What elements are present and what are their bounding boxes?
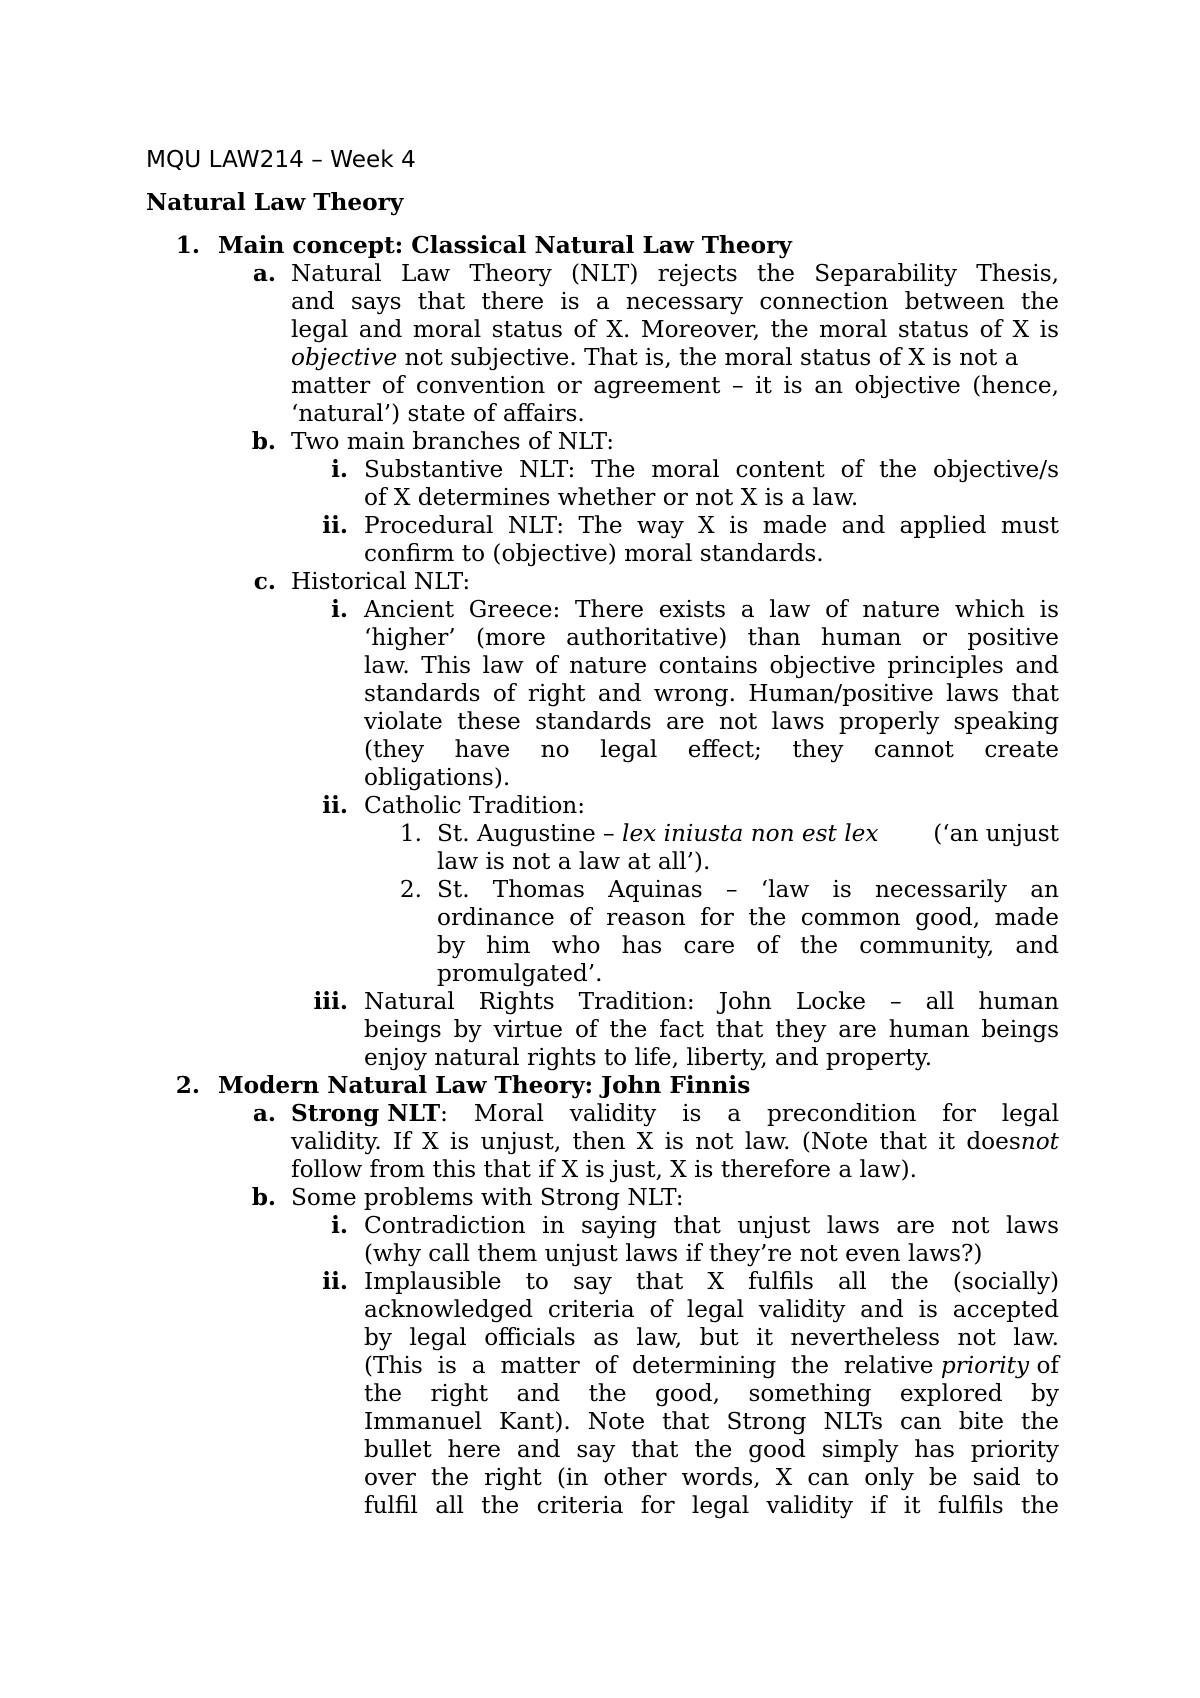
- section-marker: 1.: [175, 232, 200, 259]
- paragraph-line: [437, 820, 1059, 848]
- subitem-marker: ii.: [322, 1268, 348, 1295]
- paragraph-line: [364, 1352, 1059, 1380]
- numbered-marker: 2.: [399, 876, 422, 903]
- paragraph-line: ordinance of reason for the common good, made: [437, 904, 1059, 931]
- line-text: : Moral validity is a precondition for legal: [440, 1100, 1059, 1127]
- paragraph-line: violate these standards are not laws properly speaking: [364, 708, 1059, 735]
- line-text: validity. If X is unjust, then X is not law. (Note that it does: [291, 1128, 1021, 1155]
- paragraph-line: Ancient Greece: There exists a law of nature which is: [364, 596, 1059, 623]
- paragraph-line: [291, 1100, 1059, 1128]
- line-text: (This is a matter of determining the relative: [364, 1352, 934, 1379]
- subitem-marker: ii.: [322, 792, 348, 819]
- paragraph-line: Natural Law Theory (NLT) rejects the Separability Thesis,: [291, 260, 1059, 287]
- emphasis-text: objective: [291, 344, 398, 371]
- paragraph-line: by him who has care of the community, and: [437, 932, 1059, 959]
- line-text: [437, 820, 878, 848]
- item-marker: a.: [252, 1100, 276, 1127]
- paragraph-line: law is not a law at all’).: [437, 848, 711, 875]
- paragraph-line: standards of right and wrong. Human/positive laws that: [364, 680, 1059, 707]
- paragraph-line: fulfil all the criteria for legal validity if it fulfils the: [364, 1492, 1059, 1519]
- subitem-marker: i.: [331, 456, 348, 483]
- course-title: MQU LAW214 – Week 4: [146, 146, 416, 173]
- paragraph-line: Two main branches of NLT:: [291, 428, 615, 455]
- paragraph-line: by legal officials as law, but it nevertheless not law.: [364, 1324, 1059, 1351]
- paragraph-line: of X determines whether or not X is a law.: [364, 484, 859, 511]
- section-heading: Main concept: Classical Natural Law Theory: [218, 232, 792, 259]
- paragraph-line: enjoy natural rights to life, liberty, and property.: [364, 1044, 933, 1071]
- section-heading: Modern Natural Law Theory: John Finnis: [218, 1072, 751, 1099]
- paragraph-line: beings by virtue of the fact that they are human beings: [364, 1016, 1059, 1043]
- line-text-post: (‘an unjust: [933, 820, 1059, 847]
- paragraph-line: Substantive NLT: The moral content of the objective/s: [364, 456, 1059, 483]
- paragraph-line: legal and moral status of X. Moreover, the moral status of X is: [291, 316, 1059, 343]
- paragraph-line: Historical NLT:: [291, 568, 471, 595]
- line-text: not subjective. That is, the moral status of X is not a: [404, 344, 1019, 371]
- subitem-marker: i.: [331, 596, 348, 623]
- subitem-marker: ii.: [322, 512, 348, 539]
- paragraph-line: law. This law of nature contains objective principles and: [364, 652, 1059, 679]
- paragraph-line: ‘higher’ (more authoritative) than human or positive: [364, 624, 1059, 651]
- paragraph-line: the right and the good, something explored by: [364, 1380, 1059, 1407]
- emphasis-text: lex iniusta non est lex: [622, 820, 879, 847]
- paragraph-line: (they have no legal effect; they cannot create: [364, 736, 1059, 763]
- paragraph-line: Procedural NLT: The way X is made and applied must: [364, 512, 1059, 539]
- paragraph-line: over the right (in other words, X can only be said to: [364, 1464, 1059, 1491]
- paragraph-line: bullet here and say that the good simply has priority: [364, 1436, 1059, 1463]
- subitem-marker: iii.: [313, 988, 348, 1015]
- paragraph-line: acknowledged criteria of legal validity and is accepted: [364, 1296, 1059, 1323]
- item-marker: b.: [251, 428, 276, 455]
- strong-term: Strong NLT: [291, 1100, 441, 1127]
- paragraph-line: matter of convention or agreement – it is an objective (hence,: [291, 372, 1059, 399]
- paragraph-line: (why call them unjust laws if they’re not even laws?): [364, 1240, 983, 1267]
- paragraph-line: follow from this that if X is just, X is therefore a law).: [291, 1156, 918, 1183]
- emphasis-text: priority: [940, 1352, 1030, 1379]
- paragraph-line: [291, 1128, 1059, 1156]
- paragraph-line: promulgated’.: [437, 960, 603, 987]
- paragraph-line: and says that there is a necessary connection between the: [291, 288, 1059, 315]
- subitem-marker: i.: [331, 1212, 348, 1239]
- paragraph-line: Natural Rights Tradition: John Locke – all human: [364, 988, 1059, 1015]
- item-marker: b.: [251, 1184, 276, 1211]
- paragraph-line: Catholic Tradition:: [364, 792, 586, 819]
- paragraph-line: obligations).: [364, 764, 511, 791]
- paragraph-line: Implausible to say that X fulfils all the (socially): [364, 1268, 1059, 1295]
- emphasis-text: not: [1020, 1128, 1059, 1155]
- paragraph-line: Contradiction in saying that unjust laws are not laws: [364, 1212, 1059, 1239]
- line-text-tail: [933, 1352, 1059, 1380]
- line-text-post: of: [1029, 1352, 1059, 1379]
- line-text-pre: St. Augustine –: [437, 820, 623, 847]
- paragraph-line: ‘natural’) state of affairs.: [291, 400, 585, 427]
- paragraph-line: [291, 344, 1019, 372]
- section-marker: 2.: [175, 1072, 200, 1099]
- paragraph-line: Immanuel Kant). Note that Strong NLTs can bite the: [364, 1408, 1059, 1435]
- item-marker: a.: [252, 260, 276, 287]
- document-heading: Natural Law Theory: [146, 189, 404, 216]
- numbered-marker: 1.: [399, 820, 422, 847]
- paragraph-line: confirm to (objective) moral standards.: [364, 540, 824, 567]
- paragraph-line: Some problems with Strong NLT:: [291, 1184, 684, 1211]
- item-marker: c.: [253, 568, 276, 595]
- paragraph-line: St. Thomas Aquinas – ‘law is necessarily an: [437, 876, 1059, 903]
